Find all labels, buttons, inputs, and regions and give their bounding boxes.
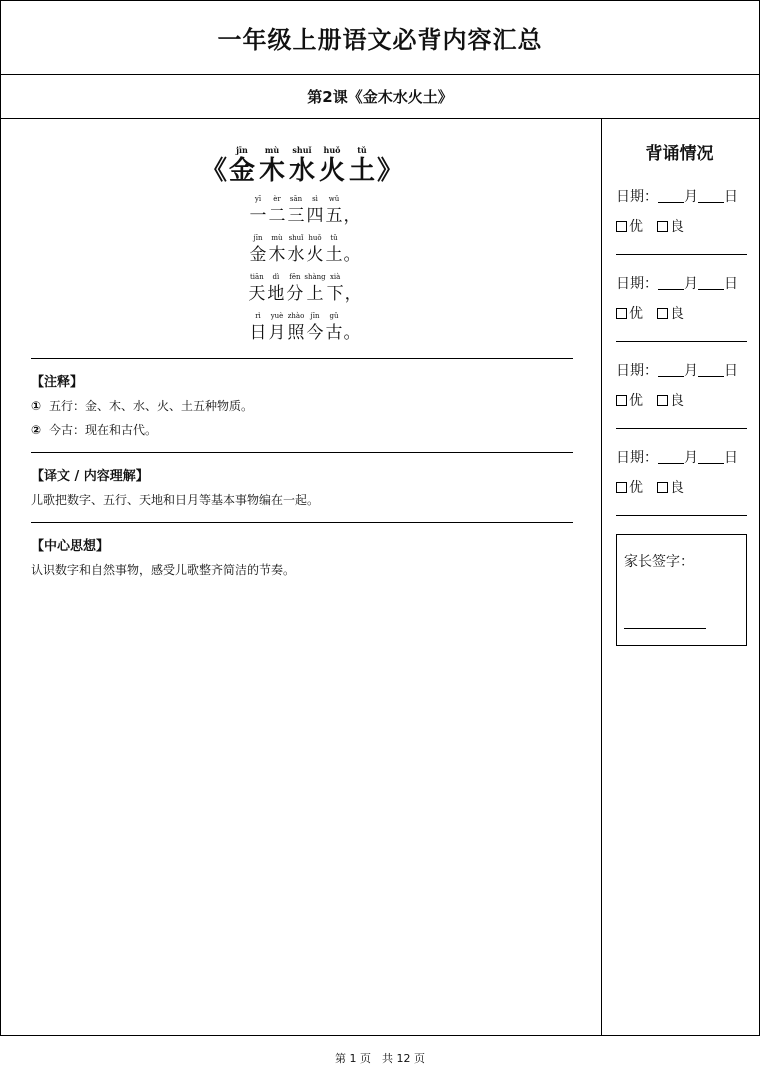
pinyin: rì: [255, 312, 261, 320]
poem-char: [268, 194, 287, 227]
poem-char: [249, 233, 268, 266]
title-char: [347, 145, 377, 186]
parent-signature-box[interactable]: [616, 534, 747, 646]
day-blank[interactable]: [698, 363, 724, 377]
excellent-checkbox[interactable]: [616, 395, 627, 406]
pinyin: wǔ: [328, 195, 340, 203]
good-label: 良: [670, 219, 684, 235]
theme-section: [31, 522, 573, 578]
month-label: 月: [684, 189, 698, 205]
pinyin: mù: [264, 145, 280, 155]
pinyin: gǔ: [329, 312, 339, 320]
parent-signature-label: 家长签字：: [624, 554, 694, 570]
hanzi: 木: [258, 156, 285, 186]
hanzi: 月: [268, 323, 286, 343]
day-blank[interactable]: [698, 276, 724, 290]
date-row: [616, 447, 747, 467]
day-blank[interactable]: [698, 189, 724, 203]
month-blank[interactable]: [658, 363, 684, 377]
sidebar-title: 背诵情况: [645, 144, 714, 164]
notes-section: [31, 358, 573, 438]
hanzi: 五: [325, 206, 343, 226]
pinyin: shuǐ: [292, 145, 312, 155]
hanzi: 日: [249, 323, 267, 343]
pinyin: shàng: [304, 273, 326, 281]
poem-line: [31, 233, 573, 266]
date-label: 日期：: [616, 450, 658, 466]
poem-punct-wrap: [343, 233, 361, 266]
month-blank[interactable]: [658, 189, 684, 203]
poem-char: [266, 272, 285, 305]
poem-char: [268, 311, 287, 344]
punctuation: 。: [343, 323, 361, 343]
date-label: 日期：: [616, 276, 658, 292]
poem-char: [249, 194, 268, 227]
poem-char: [268, 233, 287, 266]
pinyin: zhào: [287, 312, 305, 320]
note-number: ②: [31, 423, 42, 437]
poem-char: [325, 311, 344, 344]
title-bracket-open: 《: [200, 156, 227, 186]
date-label: 日期：: [616, 363, 658, 379]
lesson-row: [1, 75, 759, 119]
pinyin: jīn: [310, 312, 320, 320]
day-label: 日: [724, 189, 738, 205]
poem-punct-wrap: [343, 194, 361, 227]
pinyin: fēn: [289, 273, 301, 281]
note-number: ①: [31, 399, 42, 413]
poem-char: [304, 272, 325, 305]
hanzi: 分: [286, 284, 304, 304]
poem-char: [325, 194, 344, 227]
content-area: [1, 119, 759, 1035]
poem-char: [306, 233, 325, 266]
pinyin: èr: [273, 195, 281, 203]
date-row: [616, 186, 747, 206]
excellent-label: 优: [629, 480, 643, 496]
hanzi: 水: [287, 245, 305, 265]
translation-text: 儿歌把数字、五行、天地和日月等基本事物编在一起。: [31, 493, 320, 507]
note-item: [31, 398, 573, 414]
month-label: 月: [684, 276, 698, 292]
poem-char: [325, 233, 344, 266]
hanzi: 金: [249, 245, 267, 265]
poem-char: [247, 272, 266, 305]
month-label: 月: [684, 450, 698, 466]
poem-lines: [31, 194, 573, 344]
notes-heading: 【注释】: [31, 375, 84, 390]
poem-char: [326, 272, 345, 305]
punctuation: 。: [343, 245, 361, 265]
pinyin: huǒ: [323, 145, 341, 155]
theme-text: 认识数字和自然事物，感受儿歌整齐简洁的节奏。: [31, 563, 296, 577]
page-title: 一年级上册语文必背内容汇总: [217, 26, 543, 54]
poem-line: [31, 311, 573, 344]
hanzi: 金: [228, 156, 255, 186]
pinyin: yī: [254, 195, 262, 203]
page-footer: 第 1 页 共 12 页: [335, 1052, 425, 1065]
signature-line[interactable]: [624, 628, 706, 629]
note-text: 今古：现在和古代。: [49, 423, 158, 437]
note-text: 五行：金、木、水、火、土五种物质。: [49, 399, 254, 413]
pinyin: huǒ: [308, 234, 322, 242]
excellent-checkbox[interactable]: [616, 308, 627, 319]
hanzi: 土: [348, 156, 375, 186]
pinyin: tǔ: [357, 145, 367, 155]
hanzi: 木: [268, 245, 286, 265]
poem-char: [287, 311, 306, 344]
day-label: 日: [724, 450, 738, 466]
excellent-label: 优: [629, 219, 643, 235]
recitation-records: [616, 186, 747, 516]
hanzi: 四: [306, 206, 324, 226]
hanzi: 下: [326, 284, 344, 304]
excellent-label: 优: [629, 393, 643, 409]
hanzi: 地: [267, 284, 285, 304]
hanzi: 土: [325, 245, 343, 265]
punctuation: ，: [343, 206, 361, 226]
pinyin: mù: [271, 234, 283, 242]
recitation-record: [616, 273, 747, 342]
good-label: 良: [670, 480, 684, 496]
recitation-record: [616, 186, 747, 255]
grade-options: [616, 216, 747, 236]
hanzi: 古: [325, 323, 343, 343]
lesson-title: 第2课《金木水火土》: [307, 88, 453, 106]
title-bracket-close: 》: [377, 156, 404, 186]
good-checkbox[interactable]: [657, 482, 668, 493]
pinyin: dì: [272, 273, 280, 281]
punctuation: ，: [344, 284, 362, 304]
hanzi: 照: [287, 323, 305, 343]
pinyin: sì: [312, 195, 318, 203]
good-checkbox[interactable]: [657, 221, 668, 232]
good-checkbox[interactable]: [657, 395, 668, 406]
poem-char: [306, 194, 325, 227]
title-char: [317, 145, 347, 186]
excellent-checkbox[interactable]: [616, 482, 627, 493]
pinyin: xià: [329, 273, 341, 281]
day-label: 日: [724, 363, 738, 379]
pinyin: tiān: [249, 273, 264, 281]
recitation-record: [616, 447, 747, 516]
date-row: [616, 273, 747, 293]
day-label: 日: [724, 276, 738, 292]
poem-char: [287, 233, 306, 266]
pinyin: tǔ: [330, 234, 338, 242]
poem-char: [249, 311, 268, 344]
excellent-label: 优: [629, 306, 643, 322]
theme-heading: 【中心思想】: [31, 539, 110, 554]
month-label: 月: [684, 363, 698, 379]
hanzi: 火: [318, 156, 345, 186]
month-blank[interactable]: [658, 450, 684, 464]
good-label: 良: [670, 393, 684, 409]
day-blank[interactable]: [698, 450, 724, 464]
hanzi: 三: [287, 206, 305, 226]
translation-heading: 【译文 / 内容理解】: [31, 469, 149, 484]
grade-options: [616, 303, 747, 323]
date-label: 日期：: [616, 189, 658, 205]
hanzi: 一: [249, 206, 267, 226]
poem-char: [285, 272, 304, 305]
hanzi: 今: [306, 323, 324, 343]
poem-punct-wrap: [344, 272, 362, 305]
note-item: [31, 422, 573, 438]
title-char: [257, 145, 287, 186]
pinyin: sān: [289, 195, 303, 203]
poem-title: [201, 145, 403, 186]
hanzi: 上: [306, 284, 324, 304]
recitation-sidebar: [602, 119, 759, 1035]
poem-line: [31, 194, 573, 227]
title-char: [227, 145, 257, 186]
pinyin: yuè: [270, 312, 284, 320]
pinyin: jīn: [236, 145, 248, 155]
poem-punct-wrap: [343, 311, 361, 344]
hanzi: 天: [248, 284, 266, 304]
poem-char: [287, 194, 306, 227]
grade-options: [616, 477, 747, 497]
good-checkbox[interactable]: [657, 308, 668, 319]
poem-line: [31, 272, 573, 305]
month-blank[interactable]: [658, 276, 684, 290]
grade-options: [616, 390, 747, 410]
date-row: [616, 360, 747, 380]
hanzi: 二: [268, 206, 286, 226]
main-column: [1, 119, 602, 1035]
recitation-record: [616, 360, 747, 429]
pinyin: jīn: [253, 234, 263, 242]
pinyin: shuǐ: [288, 234, 304, 242]
title-row: [1, 1, 759, 75]
title-char: [287, 145, 317, 186]
translation-section: [31, 452, 573, 508]
good-label: 良: [670, 306, 684, 322]
hanzi: 火: [306, 245, 324, 265]
excellent-checkbox[interactable]: [616, 221, 627, 232]
poem: [31, 119, 573, 344]
poem-char: [306, 311, 325, 344]
hanzi: 水: [288, 156, 315, 186]
